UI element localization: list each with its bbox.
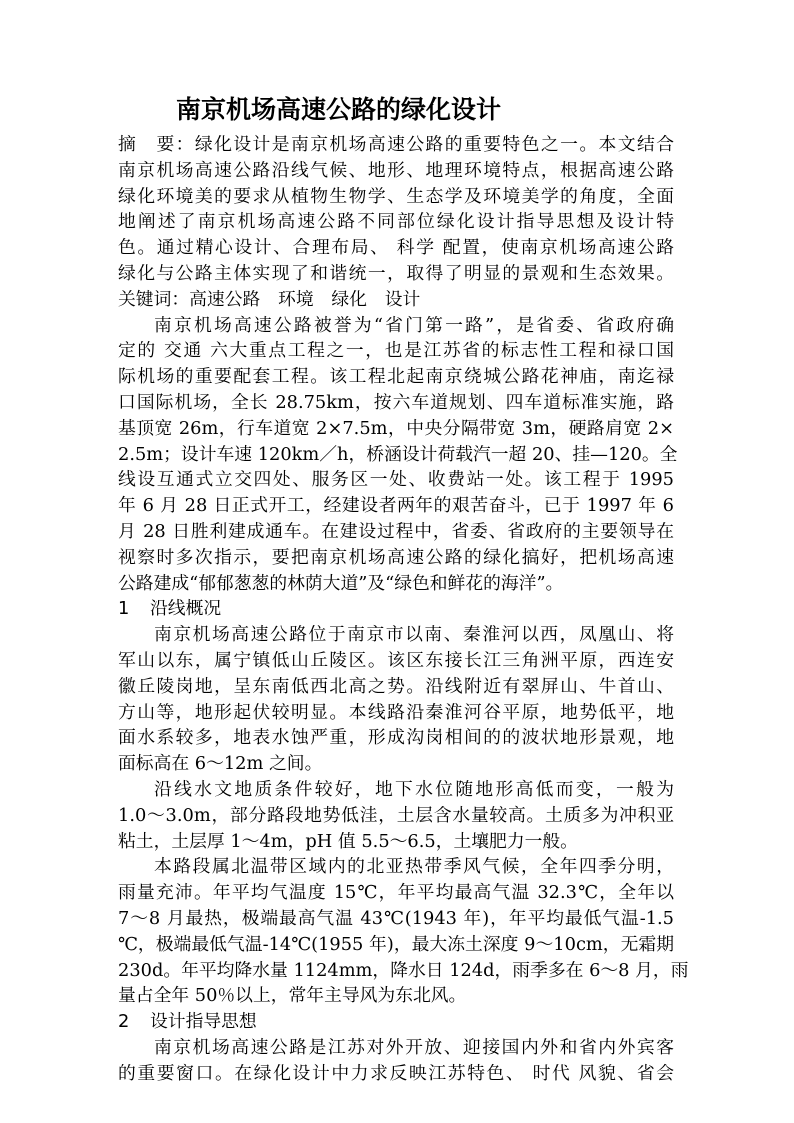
paragraph-line: 方山等，地形起伏较明显。本线路沿秦淮河谷平原，地势低平，地 (118, 701, 674, 723)
section-number: 1 (118, 598, 130, 620)
paragraph-line: 月 28 日胜利建成通车。在建设过程中，省委、省政府的主要领导在 (118, 520, 674, 542)
paragraph-line: 公路建成“郁郁葱葱的林荫大道”及“绿色和鲜花的海洋”。 (118, 572, 564, 594)
paragraph-line: 沿线水文地质条件较好，地下水位随地形高低而变，一般为 (154, 778, 674, 800)
paragraph-line: 南京机场高速公路是江苏对外开放、迎接国内外和省内外宾客 (154, 1036, 674, 1058)
abstract-line: 地阐述了南京机场高速公路不同部位绿化设计指导思想及设计特 (118, 211, 674, 233)
section1-paragraph-3 (118, 854, 689, 1009)
paragraph-line: 线设互通式立交四处、服务区一处、收费站一处。该工程于 1995 (118, 469, 674, 491)
document-title: 南京机场高速公路的绿化设计 (176, 95, 502, 124)
paragraph-line: 徽丘陵岗地，呈东南低西北高之势。沿线附近有翠屏山、牛首山、 (118, 675, 674, 697)
paragraph-line: 2.5m；设计车速 120km／h，桥涵设计荷载汽一超 20、挂—120。全 (118, 443, 678, 465)
section2-paragraph-1 (118, 1035, 674, 1087)
section-heading-1 (118, 596, 674, 622)
paragraph-line: 口国际机场，全长 28.75km，按六车道规划、四车道标准实施，路 (118, 391, 674, 413)
section-title: 设计指导思想 (150, 1011, 257, 1033)
intro-paragraph (118, 313, 678, 597)
paragraph-line: 基顶宽 26m，行车道宽 2×7.5m，中央分隔带宽 3m，硬路肩宽 2× (118, 417, 674, 439)
paragraph-line: 年 6 月 28 日正式开工，经建设者两年的艰苦奋斗，已于 1997 年 6 (118, 495, 674, 517)
paragraph-line: 粘土，土层厚 1～4m，pH 值 5.5～6.5，土壤肥力一般。 (118, 830, 578, 852)
paragraph-line: ℃，极端最低气温-14℃(1955 年)，最大冻土深度 9～10cm，无霜期 (118, 933, 674, 955)
paragraph-line: 军山以东，属宁镇低山丘陵区。该区东接长江三角洲平原，西连安 (118, 649, 674, 671)
abstract-line: 绿化环境美的要求从植物生物学、生态学及环境美学的角度，全面 (118, 185, 674, 207)
paragraph-line: 1.0～3.0m，部分路段地势低洼，土层含水量较高。土质多为冲积亚 (118, 804, 674, 826)
paragraph-line: 际机场的重要配套工程。该工程北起南京绕城公路花神庙，南迄禄 (118, 366, 674, 388)
paragraph-line: 本路段属北温带区域内的北亚热带季风气候，全年四季分明， (154, 856, 674, 878)
paragraph-line: 南京机场高速公路被誉为“省门第一路”，是省委、省政府确 (154, 314, 674, 336)
document-body (118, 132, 689, 1086)
paragraph-line: 7～8 月最热，极端最高气温 43℃(1943 年)，年平均最低气温-1.5 (118, 907, 674, 929)
section-heading-2 (118, 1009, 674, 1035)
abstract-line: 摘 要：绿化设计是南京机场高速公路的重要特色之一。本文结合 (118, 134, 674, 155)
paragraph-line: 面水系较多，地表水蚀严重，形成沟岗相间的的波状地形景观，地 (118, 727, 674, 749)
paragraph-line: 雨量充沛。年平均气温度 15℃，年平均最高气温 32.3℃，全年以 (118, 882, 674, 904)
section-number: 2 (118, 1011, 130, 1033)
paragraph-line: 视察时多次指示，要把南京机场高速公路的绿化搞好，把机场高速 (118, 546, 674, 568)
paragraph-line: 230d。年平均降水量 1124mm，降水日 124d，雨季多在 6～8 月，雨 (118, 959, 689, 981)
paragraph-line: 面标高在 6～12m 之间。 (118, 753, 323, 775)
abstract (118, 132, 674, 287)
abstract-line: 绿化与公路主体实现了和谐统一，取得了明显的景观和生态效果。 (118, 262, 674, 284)
abstract-line: 南京机场高速公路沿线气候、地形、地理环境特点，根据高速公路 (118, 159, 674, 181)
paragraph-line: 的重要窗口。在绿化设计中力求反映江苏特色、 时代 风貌、省会 (118, 1062, 674, 1084)
section1-paragraph-2 (118, 777, 674, 854)
paragraph-line: 南京机场高速公路位于南京市以南、秦淮河以西，凤凰山、将 (154, 624, 674, 646)
paragraph-line: 量占全年 50％以上，常年主导风为东北风。 (118, 985, 467, 1007)
section-title: 沿线概况 (150, 598, 222, 620)
abstract-line: 色。通过精心设计、合理布局、 科学 配置，使南京机场高速公路 (118, 237, 674, 259)
keywords: 关键词：高速公路 环境 绿化 设计 (118, 288, 421, 310)
paragraph-line: 定的 交通 六大重点工程之一，也是江苏省的标志性工程和禄口国 (118, 340, 674, 362)
section1-paragraph-1 (118, 622, 674, 777)
